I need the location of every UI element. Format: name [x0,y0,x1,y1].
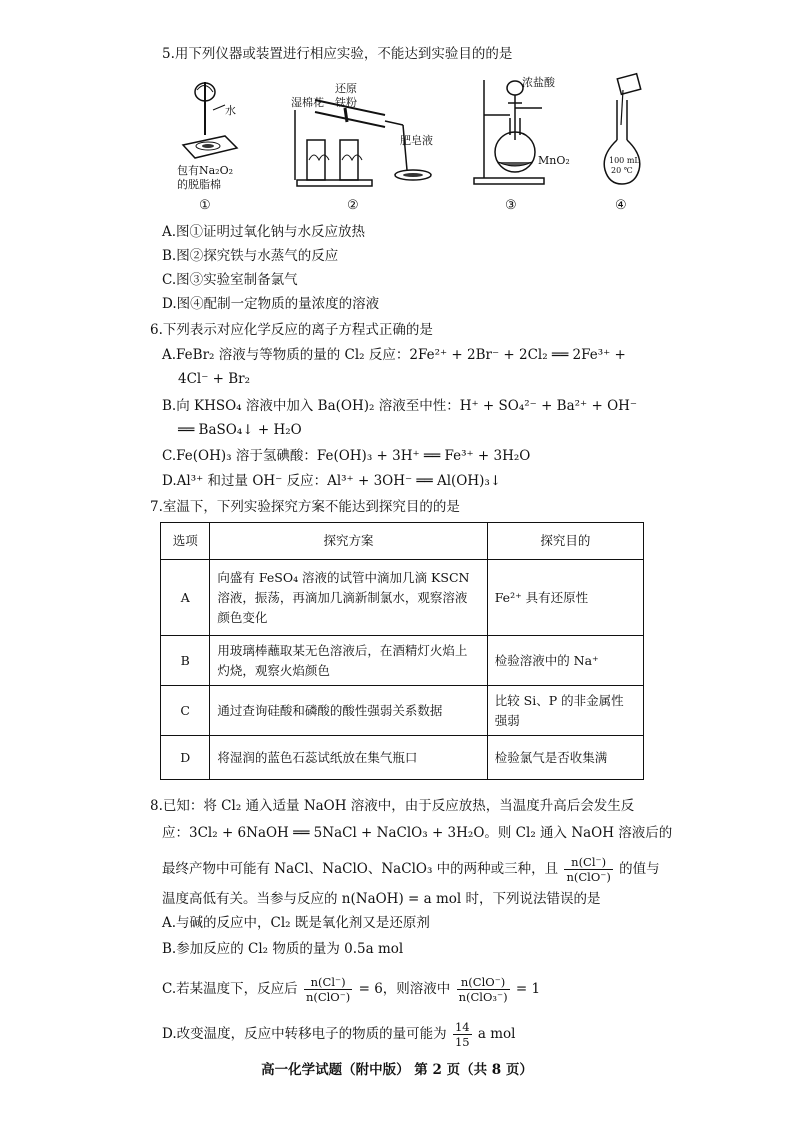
fraction-numerator: 14 [454,1020,470,1034]
fraction-numerator: n(Cl⁻) [564,855,612,870]
q5-option-d: D.图④配制一定物质的量浓度的溶液 [162,296,380,312]
q8-option-d [162,1020,515,1049]
q6-option-b-line1: B.向 KHSO₄ 溶液中加入 Ba(OH)₂ 溶液至中性：H⁺ + SO₄²⁻ + Ba²⁺ + OH⁻ [162,398,638,414]
fraction-denominator: 15 [454,1035,470,1049]
row-d-option: D [161,736,210,780]
row-a-goal: Fe²⁺ 具有还原性 [487,560,643,636]
figure-3-apparatus [470,70,570,220]
q8-option-c-fraction-2 [457,975,510,1004]
row-d-plan: 将湿润的蓝色石蕊试纸放在集气瓶口 [210,736,487,780]
table-header-row [161,523,644,560]
q6-option-d: D.Al³⁺ 和过量 OH⁻ 反应：Al³⁺ + 3OH⁻ ══ Al(OH)₃↓ [162,473,502,489]
fraction-denominator: n(ClO⁻) [566,870,611,884]
row-d-goal: 检验氯气是否收集满 [487,736,643,780]
fig4-volume-label: 100 mL [609,156,640,165]
header-plan: 探究方案 [210,523,487,560]
q8-line-4: 温度高低有关。当参与反应的 n(NaOH) = a mol 时，下列说法错误的是 [162,891,601,907]
fraction-denominator: n(ClO⁻) [305,990,351,1004]
fraction-numerator: n(Cl⁻) [304,975,352,990]
fig1-cotton-label-1: 包有Na₂O₂ [177,164,234,177]
fig1-cotton-label-2: 的脱脂棉 [177,178,221,191]
fig4-temp-label: 20 ℃ [611,166,633,175]
q8-line-3-text: 最终产物中可能有 NaCl、NaClO、NaClO₃ 中的两种或三种，且 [162,861,559,877]
header-option: 选项 [161,523,210,560]
q6-option-a-line2: 4Cl⁻ + Br₂ [178,371,251,387]
row-b-goal: 检验溶液中的 Na⁺ [487,636,643,686]
fig2-iron-label-1: 还原 [335,82,357,95]
fig1-water-label: 水 [225,104,236,117]
q6-stem: 6.下列表示对应化学反应的离子方程式正确的是 [150,322,433,338]
q7-stem: 7.室温下，下列实验探究方案不能达到探究目的的是 [150,499,460,515]
q8-line-1: 8.已知：将 Cl₂ 通入适量 NaOH 溶液中，由于反应放热，当温度升高后会发生反 [150,798,635,814]
page-footer: 高一化学试题（附中版） 第 2 页（共 8 页） [261,1062,533,1078]
fig2-wet-cotton-label: 湿棉花 [291,96,324,109]
row-a-plan: 向盛有 FeSO₄ 溶液的试管中滴加几滴 KSCN 溶液，振荡，再滴加几滴新制氯水，观察溶液颜色变化 [210,560,487,636]
fig3-number: ③ [505,198,517,213]
q5-option-a: A.图①证明过氧化钠与水反应放热 [162,224,366,240]
fig3-mno2-label: MnO₂ [538,154,570,167]
table-row [161,560,644,636]
q8-fraction-cl-clo [564,855,612,884]
row-c-plan: 通过查询硅酸和磷酸的酸性强弱关系数据 [210,686,487,736]
table-row [161,736,644,780]
q8-option-c [162,975,540,1004]
q5-option-b: B.图②探究铁与水蒸气的反应 [162,248,339,264]
row-c-goal: 比较 Si、P 的非金属性强弱 [487,686,643,736]
figure-1-apparatus [175,70,245,220]
fig2-iron-label-2: 铁粉 [335,96,357,109]
q8-option-c-post: = 1 [515,981,541,997]
q5-figures [175,70,655,220]
q8-option-c-fraction-1 [304,975,352,1004]
fig3-acid-label: 浓盐酸 [522,76,555,89]
q8-line-2: 应：3Cl₂ + 6NaOH ══ 5NaCl + NaClO₃ + 3H₂O。则 Cl₂ 通入 NaOH 溶液后的 [162,825,673,841]
q6-option-b-line2: ══ BaSO₄↓ + H₂O [178,422,302,438]
q8-option-c-pre: C.若某温度下，反应后 [162,981,298,997]
figure-4-apparatus [595,70,655,220]
fig2-number: ② [347,198,359,213]
q8-option-d-pre: D.改变温度，反应中转移电子的物质的量可能为 [162,1026,447,1042]
table-row [161,636,644,686]
fig1-number: ① [199,198,211,213]
q8-line-3 [162,855,660,884]
header-goal: 探究目的 [487,523,643,560]
fig2-soap-label: 肥皂液 [400,134,433,147]
row-c-option: C [161,686,210,736]
fig4-number: ④ [615,198,627,213]
q8-option-d-post: a mol [477,1026,516,1042]
fraction-numerator: n(ClO⁻) [457,975,510,990]
row-a-option: A [161,560,210,636]
table-row [161,686,644,736]
q6-option-c: C.Fe(OH)₃ 溶于氢碘酸：Fe(OH)₃ + 3H⁺ ══ Fe³⁺ + 3H₂O [162,448,531,464]
q8-option-c-mid: = 6，则溶液中 [358,981,451,997]
row-b-option: B [161,636,210,686]
q6-option-a-line1: A.FeBr₂ 溶液与等物质的量的 Cl₂ 反应：2Fe²⁺ + 2Br⁻ + 2Cl₂ ══ 2Fe³⁺ + [162,347,626,363]
q8-line-3-tail: 的值与 [619,861,660,877]
q8-option-d-fraction [453,1020,472,1049]
q5-stem: 5.用下列仪器或装置进行相应实验，不能达到实验目的的是 [162,46,513,62]
q7-table [160,522,644,780]
row-b-plan: 用玻璃棒蘸取某无色溶液后，在酒精灯火焰上灼烧，观察火焰颜色 [210,636,487,686]
q8-option-b: B.参加反应的 Cl₂ 物质的量为 0.5a mol [162,941,404,957]
figure-2-apparatus [285,70,445,220]
figure-2-drawing [285,70,445,190]
q8-option-a: A.与碱的反应中，Cl₂ 既是氧化剂又是还原剂 [162,915,430,931]
q5-option-c: C.图③实验室制备氯气 [162,272,298,288]
fraction-denominator: n(ClO₃⁻) [458,990,508,1004]
